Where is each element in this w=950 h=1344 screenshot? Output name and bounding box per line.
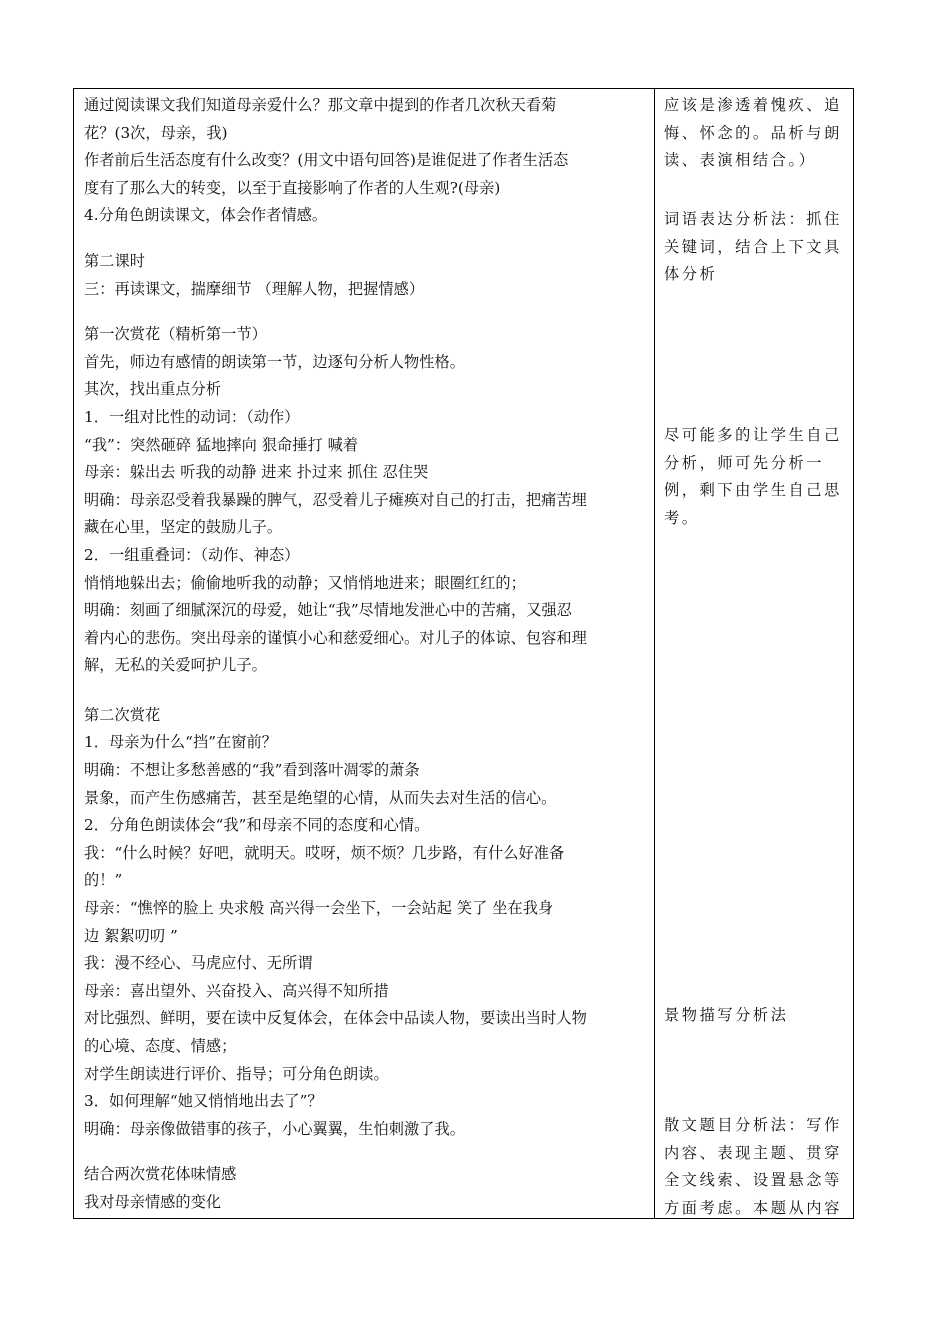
text-line: 边 絮絮叨叨 ” — [84, 926, 178, 945]
text-line: 作者前后生活态度有什么改变？(用文中语句回答)是谁促进了作者生活态 — [84, 151, 569, 170]
text-line: 我：“什么时候？好吧，就明天。哎呀，烦不烦？几步路，有什么好准备 — [84, 843, 565, 862]
side-note: 应该是渗透着愧疚、追悔、怀念的。品析与朗读、表演相结合。） — [664, 96, 842, 170]
text-line: 通过阅读课文我们知道母亲爱什么？那文章中提到的作者几次秋天看菊 — [84, 96, 557, 114]
text-line: 其次，找出重点分析 — [84, 380, 222, 399]
text-line: 母亲：躲出去 听我的动静 进来 扑过来 抓住 忍住哭 — [84, 463, 429, 482]
text-line: 的！” — [84, 871, 123, 890]
text-line: 我对母亲情感的变化 — [84, 1192, 222, 1211]
text-line: 景象，而产生伤感痛苦，甚至是绝望的心情，从而失去对生活的信心。 — [84, 788, 557, 807]
text-line: 度有了那么大的转变，以至于直接影响了作者的人生观?(母亲) — [84, 178, 501, 197]
text-line: 花？(3次，母亲，我) — [84, 123, 228, 142]
text-line: 对比强烈、鲜明，要在读中反复体会，在体会中品读人物，要读出当时人物 — [84, 1009, 587, 1028]
text-line: 4.分角色朗读课文，体会作者情感。 — [84, 206, 328, 225]
text-line: 3．如何理解“她又悄悄地出去了”？ — [84, 1092, 323, 1111]
text-line: 解，无私的关爱呵护儿子。 — [84, 656, 267, 675]
text-line: 1．母亲为什么“挡”在窗前？ — [84, 733, 277, 752]
text-line: 三：再读课文，揣摩细节 （理解人物，把握情感） — [84, 279, 425, 298]
side-note: 景物描写分析法 — [664, 1006, 789, 1024]
text-line: 明确：母亲像做错事的孩子，小心翼翼，生怕刺激了我。 — [84, 1119, 465, 1138]
text-line: 对学生朗读进行评价、指导；可分角色朗读。 — [84, 1064, 389, 1083]
text-line: 母亲：喜出望外、兴奋投入、高兴得不知所措 — [84, 981, 389, 1000]
section-heading: 第一次赏花（精析第一节） — [84, 325, 267, 344]
text-line: 我：漫不经心、马虎应付、无所谓 — [84, 954, 313, 973]
side-note: 散文题目分析法：写作内容、表现主题、贯穿全文线索、设置悬念等方面考虑。本题从内容 — [664, 1116, 842, 1217]
text-line: 明确：母亲忍受着我暴躁的脾气，忍受着儿子瘫痪对自己的打击，把痛苦埋 — [84, 490, 587, 509]
text-line: 明确：刻画了细腻深沉的母爱，她让“我”尽情地发泄心中的苦痛，又强忍 — [84, 601, 572, 620]
lesson-table — [73, 88, 854, 1219]
text-line: 藏在心里，坚定的鼓励儿子。 — [84, 518, 283, 537]
text-line: 2．分角色朗读体会“我”和母亲不同的态度和心情。 — [84, 816, 430, 835]
side-note: 词语表达分析法：抓住关键词，结合上下文具体分析 — [664, 210, 842, 284]
section-heading: 第二次赏花 — [84, 705, 161, 724]
section-heading: 结合两次赏花体味情感 — [84, 1165, 237, 1184]
main-column — [74, 89, 655, 1218]
section-heading: 第二课时 — [84, 251, 145, 270]
side-column — [655, 89, 853, 1218]
text-line: 首先，师边有感情的朗读第一节，边逐句分析人物性格。 — [84, 352, 465, 371]
text-line: 1．一组对比性的动词：（动作） — [84, 407, 300, 426]
text-line: 悄悄地躲出去；偷偷地听我的动静；又悄悄地进来；眼圈红红的； — [84, 573, 526, 592]
text-line: 的心境、态度、情感； — [84, 1037, 237, 1055]
text-line: “我”：突然砸碎 猛地摔向 狠命捶打 喊着 — [84, 435, 359, 454]
text-line: 2．一组重叠词：（动作、神态） — [84, 545, 300, 564]
text-line: 着内心的悲伤。突出母亲的谨慎小心和慈爱细心。对儿子的体谅、包容和理 — [84, 628, 587, 647]
side-note: 尽可能多的让学生自己分析，师可先分析一例，剩下由学生自己思考。 — [664, 426, 842, 527]
text-line: 母亲：“憔悴的脸上 央求般 高兴得一会坐下，一会站起 笑了 坐在我身 — [84, 899, 554, 918]
text-line: 明确：不想让多愁善感的“我”看到落叶凋零的萧条 — [84, 761, 420, 780]
